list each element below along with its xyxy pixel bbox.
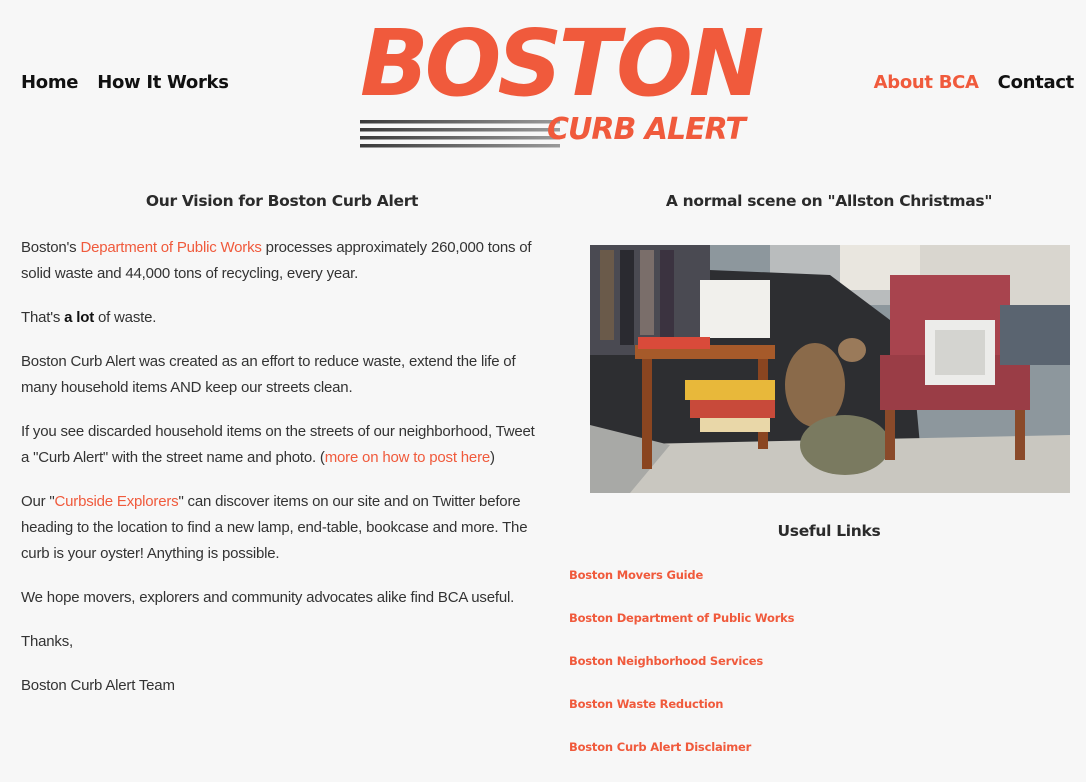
logo-wordmark: BOSTON: [360, 10, 761, 117]
useful-links-list: [569, 567, 794, 782]
vision-paragraph-5: Our "Curbside Explorers" can discover items on our site and on Twitter before heading to the location to find a new lamp, end-table, bookcase and more. The curb is your oyster! Anything is possible.: [21, 493, 528, 562]
vision-paragraph-7: Thanks,: [21, 633, 73, 650]
vision-signature: Boston Curb Alert Team: [21, 677, 175, 694]
link-waste-reduction[interactable]: Boston Waste Reduction: [569, 697, 724, 711]
link-neighborhood-services[interactable]: Boston Neighborhood Services: [569, 654, 763, 668]
scene-title: A normal scene on "Allston Christmas": [665, 192, 993, 210]
link-disclaimer[interactable]: Boston Curb Alert Disclaimer: [569, 740, 752, 754]
link-public-works[interactable]: Boston Department of Public Works: [569, 611, 795, 625]
nav-contact[interactable]: Contact: [997, 72, 1074, 93]
scene-section: [569, 192, 1086, 754]
main-nav-left: [21, 72, 229, 93]
vision-paragraph-3: Boston Curb Alert was created as an effort to reduce waste, extend the life of many household items AND keep our streets clean.: [21, 353, 516, 396]
logo-subtitle: CURB ALERT: [547, 112, 745, 147]
public-works-link[interactable]: Department of Public Works: [80, 239, 262, 256]
how-to-post-link[interactable]: more on how to post here: [324, 449, 491, 466]
logo-stripes: [360, 118, 560, 148]
vision-paragraph-1: Boston's Department of Public Works processes approximately 260,000 tons of solid waste and 44,000 tons of recycling, every year.: [21, 239, 532, 282]
vision-section: [21, 192, 543, 717]
useful-links-title: Useful Links: [777, 522, 881, 540]
nav-about[interactable]: About BCA: [873, 72, 979, 93]
curbside-explorers-link[interactable]: Curbside Explorers: [54, 493, 179, 510]
site-logo[interactable]: [360, 10, 761, 152]
main-nav-right: [874, 72, 1074, 93]
vision-paragraph-6: We hope movers, explorers and community advocates alike find BCA useful.: [21, 589, 515, 606]
link-movers-guide[interactable]: Boston Movers Guide: [569, 568, 704, 582]
nav-how-it-works[interactable]: How It Works: [97, 72, 229, 93]
nav-home[interactable]: Home: [21, 72, 79, 93]
allston-christmas-photo: [590, 245, 1070, 493]
vision-title: Our Vision for Boston Curb Alert: [145, 192, 419, 210]
vision-paragraph-2: That's a lot of waste.: [21, 309, 157, 326]
vision-paragraph-4: If you see discarded household items on the streets of our neighborhood, Tweet a "Curb Alert" with the street name and photo. (more on how to post here): [21, 423, 535, 466]
